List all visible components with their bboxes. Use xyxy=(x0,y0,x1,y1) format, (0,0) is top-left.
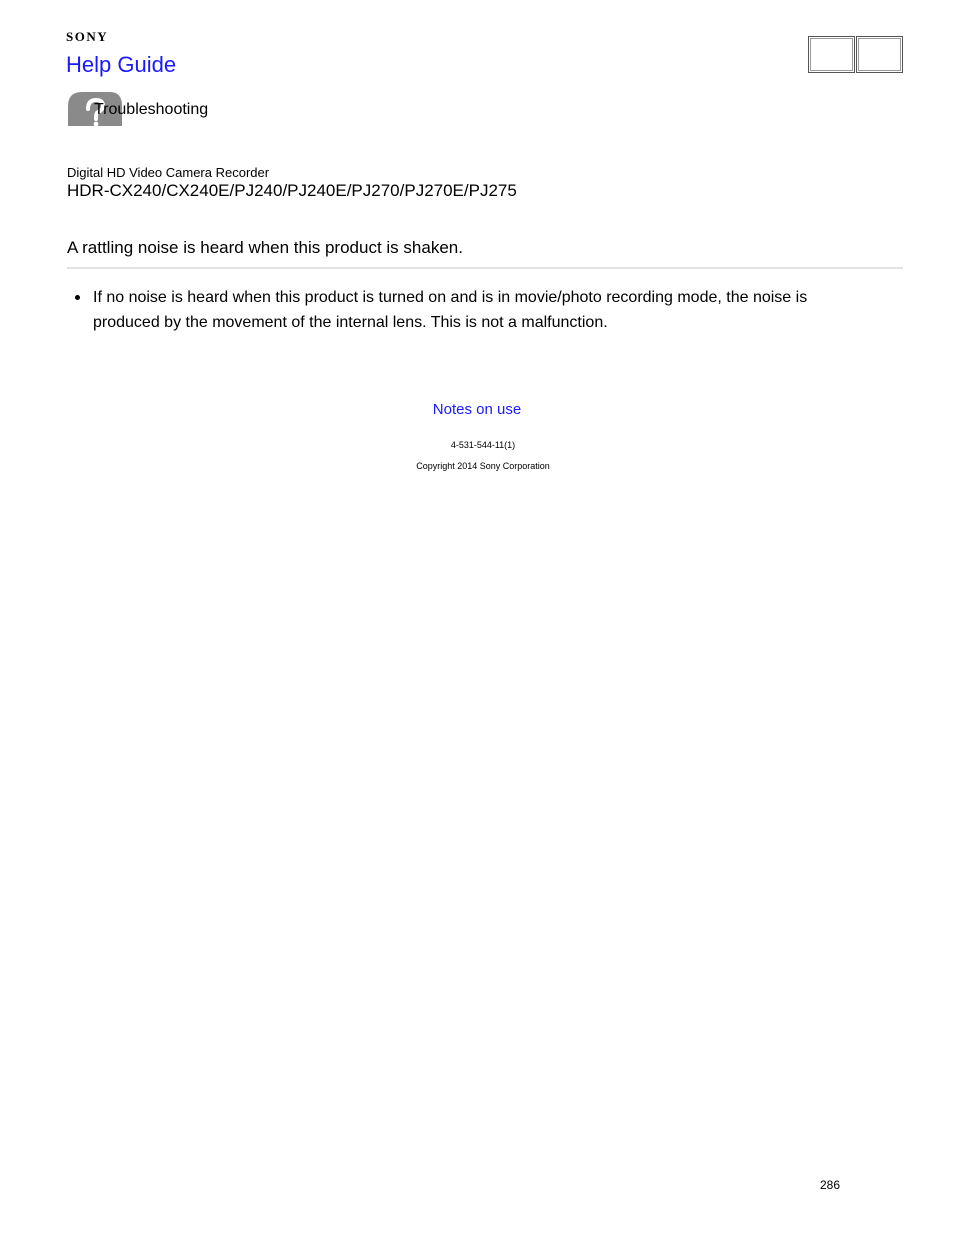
page-number: 286 xyxy=(820,1178,841,1192)
document-number: 4-531-544-11(1) xyxy=(450,440,516,450)
list-item-text: If no noise is heard when this product is turned on and is in movie/photo recording mode, the noise is produced by the movement of the internal lens. This is not a malfunction. xyxy=(93,289,808,331)
bullet-list xyxy=(67,285,867,335)
notes-on-use-link[interactable]: Notes on use xyxy=(432,401,522,418)
copyright: Copyright 2014 Sony Corporation xyxy=(416,461,550,471)
product-type: Digital HD Video Camera Recorder xyxy=(67,165,270,180)
model-list: HDR-CX240/CX240E/PJ240/PJ240E/PJ270/PJ270E/PJ275 xyxy=(67,181,517,200)
previous-page-button[interactable] xyxy=(808,36,855,73)
list-item xyxy=(67,285,867,335)
title-divider xyxy=(67,267,903,269)
help-guide-link[interactable]: Help Guide xyxy=(66,52,177,77)
sony-logo: SONY xyxy=(66,29,109,44)
related-link-container xyxy=(0,400,954,420)
category-label: Troubleshooting xyxy=(94,101,209,118)
topic-title: A rattling noise is heard when this product is shaken. xyxy=(67,238,463,257)
bullet-icon xyxy=(75,295,80,300)
next-page-button[interactable] xyxy=(856,36,903,73)
